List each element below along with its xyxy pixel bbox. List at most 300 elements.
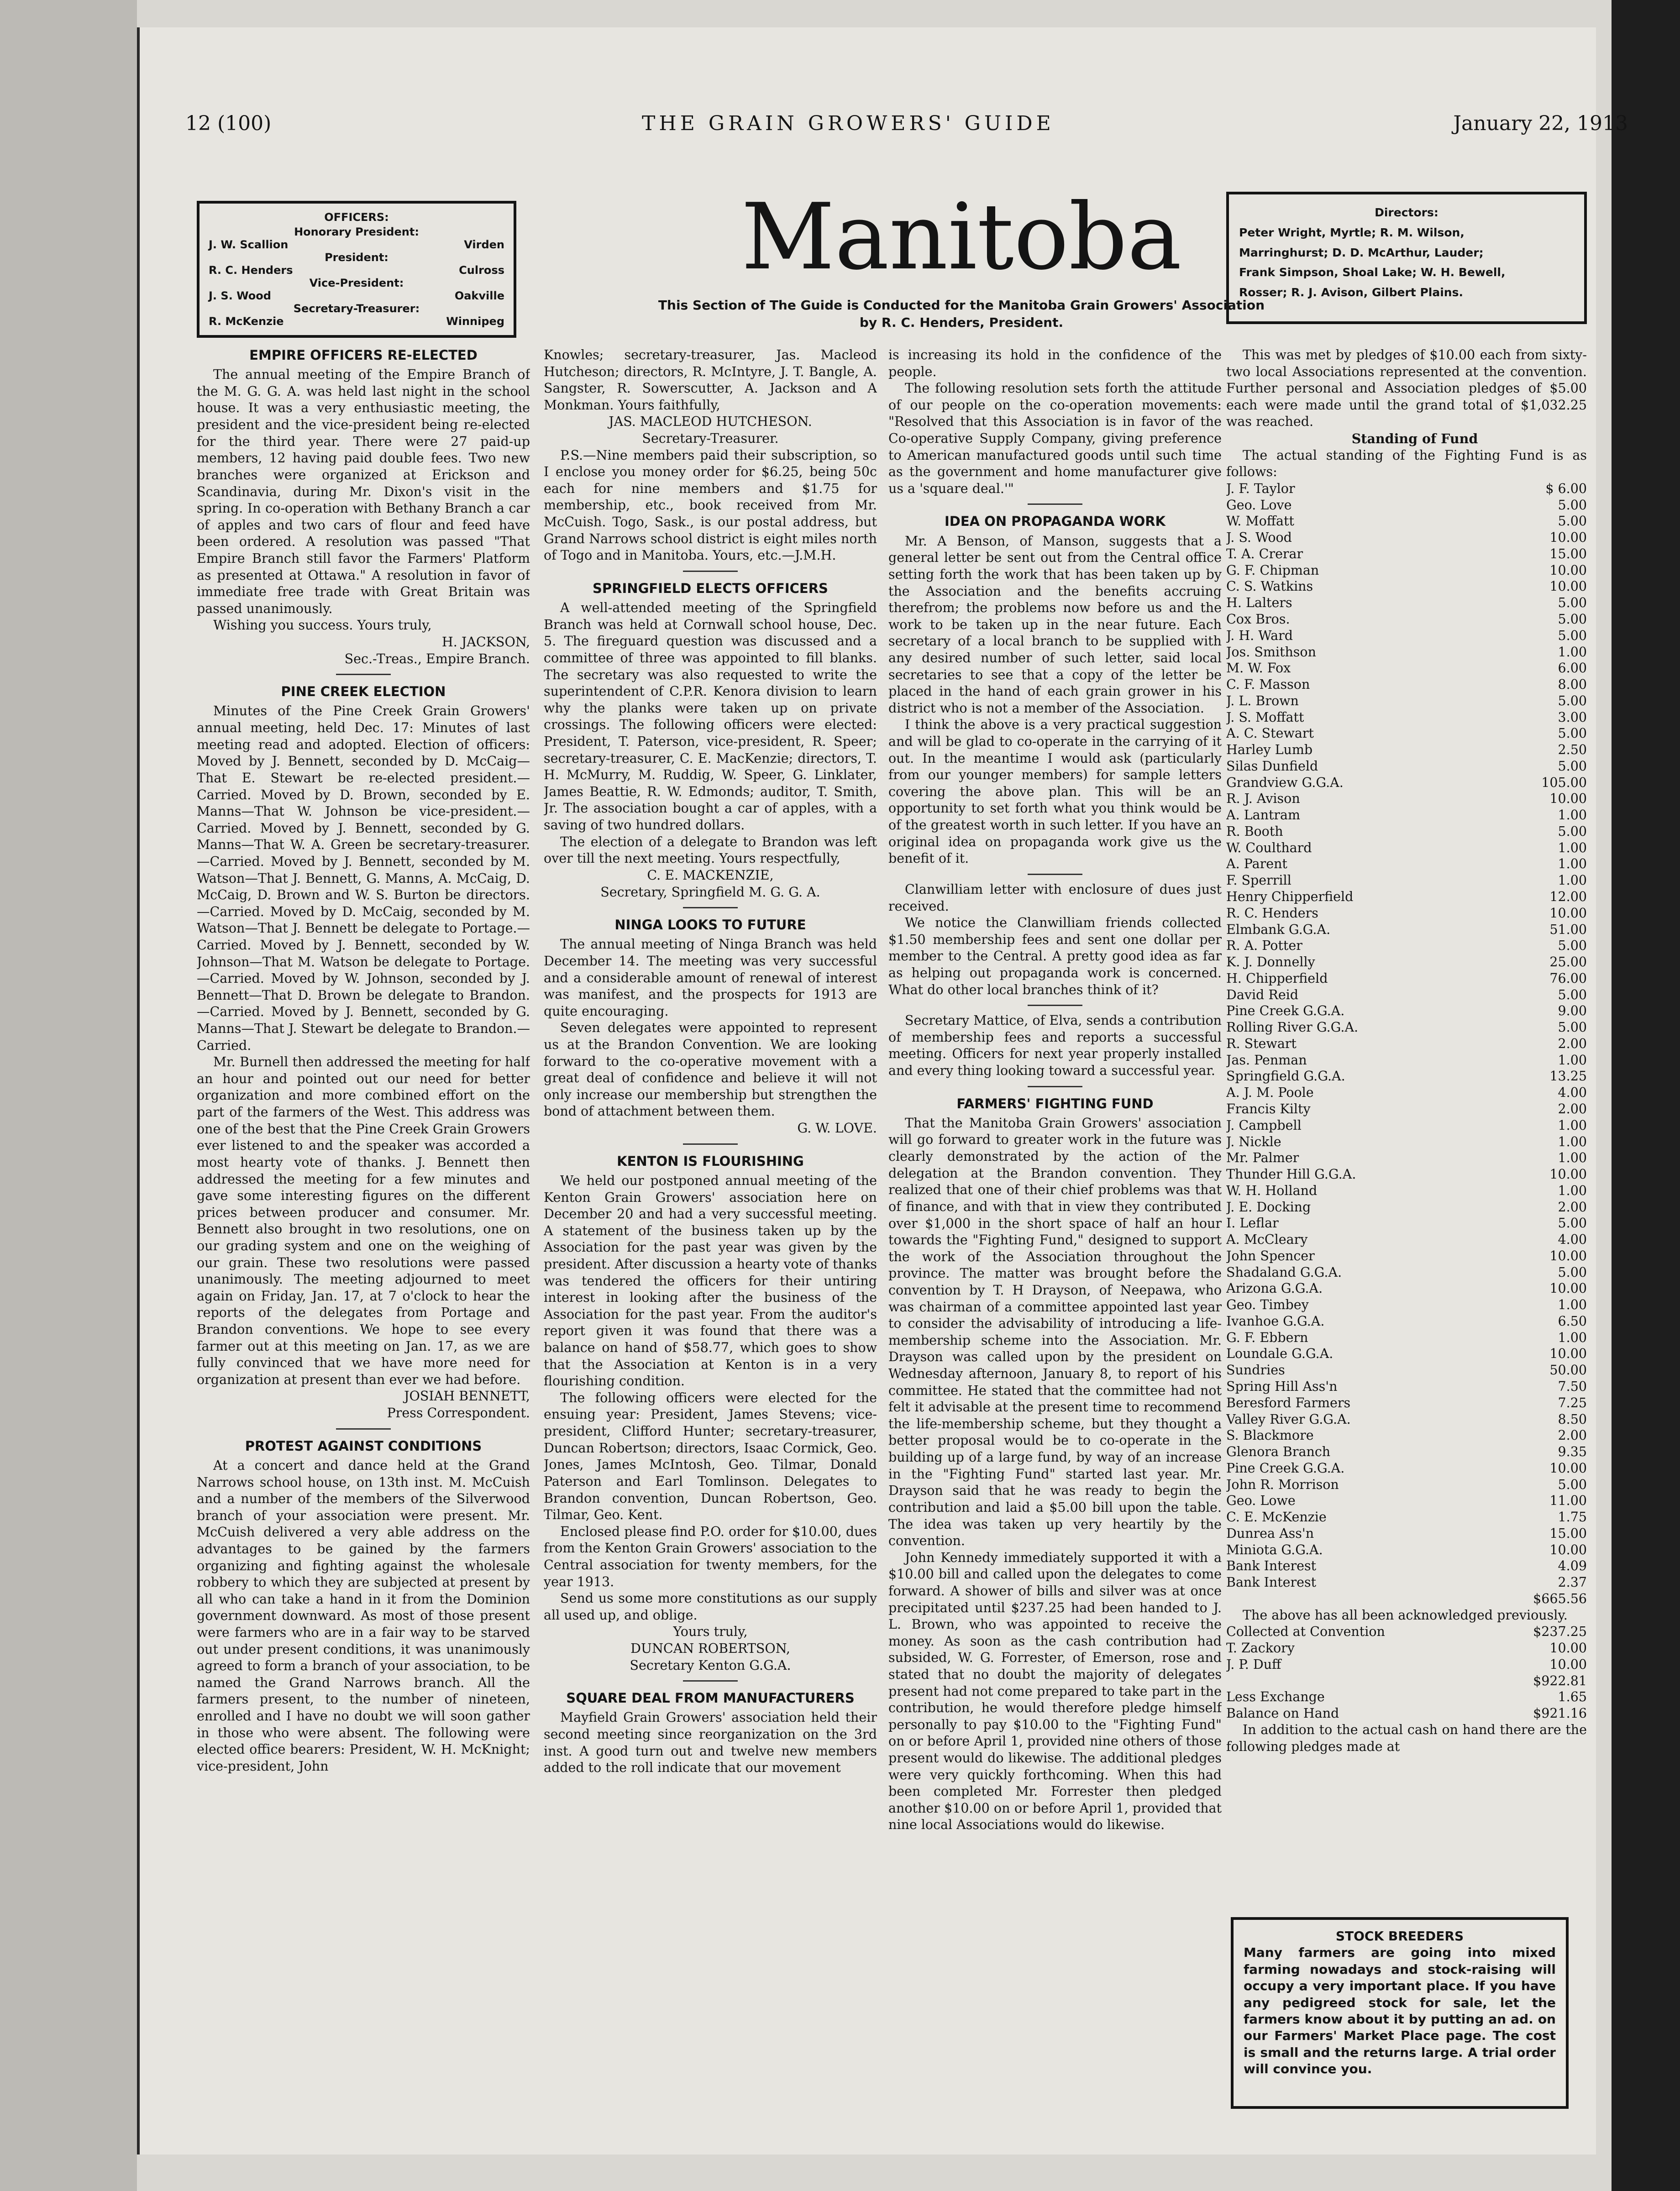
fund-amount: 1.00	[1558, 807, 1587, 823]
paragraph: The above has all been acknowledged previously.	[1243, 1607, 1568, 1623]
fund-amount: 5.00	[1558, 1264, 1587, 1280]
fund-row	[1226, 709, 1587, 726]
secretary-label: Secretary-Treasurer:	[293, 302, 420, 315]
directors-line: Frank Simpson, Shoal Lake; W. H. Bewell,	[1239, 266, 1506, 279]
paragraph: is increasing its hold in the confidence of the people.	[888, 347, 1222, 379]
fund-row	[1226, 513, 1587, 529]
fund-amount: 5.00	[1558, 1477, 1587, 1492]
fund-name: Elmbank G.G.A.	[1226, 922, 1331, 937]
fund-row	[1226, 807, 1587, 823]
officer-name: J. S. Wood	[209, 289, 271, 302]
fund-name: J. H. Ward	[1226, 628, 1293, 643]
fund-row	[1226, 1395, 1587, 1411]
fund-name: Geo. Timbey	[1226, 1297, 1309, 1313]
divider	[336, 1428, 391, 1430]
fund-amount: 5.00	[1558, 612, 1587, 627]
fund-name: W. Coulthard	[1226, 840, 1312, 855]
fund-amount: 10.00	[1549, 1346, 1587, 1362]
fund-name: Sundries	[1226, 1363, 1285, 1378]
fund-name: J. L. Brown	[1226, 693, 1299, 708]
fund-name: J. S. Moffatt	[1226, 709, 1304, 725]
fund-row	[1226, 938, 1587, 954]
fund-row	[1226, 922, 1587, 938]
fund-amount: 2.50	[1558, 742, 1587, 758]
fund-amount: 6.50	[1558, 1313, 1587, 1329]
scan-edge-right	[1612, 0, 1680, 2191]
fund-name: Silas Dunfield	[1226, 758, 1318, 774]
fund-amount: 4.00	[1558, 1085, 1587, 1101]
fund-name: Glenora Branch	[1226, 1444, 1331, 1460]
fund-amount: 2.00	[1558, 1101, 1587, 1116]
fund-row	[1226, 1036, 1587, 1052]
fund-amount: 76.00	[1549, 970, 1587, 986]
fund-name: Geo. Love	[1226, 497, 1292, 513]
fund-amount: 1.65	[1558, 1689, 1587, 1705]
divider	[683, 571, 738, 572]
fund-row	[1226, 1379, 1587, 1395]
fund-name: Loundale G.G.A.	[1226, 1346, 1334, 1362]
fund-row	[1226, 872, 1587, 889]
paragraph: John Kennedy immediately supported it with a $10.00 bill and called upon the delegates to come forward. A shower of bills and silver was at once precipitated until $237.25 had been handed to J. L. Brown, who was appointed to receive the money. As soon as the cash contribution had subsided, W. G. Forrester, of Emerson, rose and stated that no doubt the majority of delegates present had not come prepared to take part in the contribution, he would therefore pledge himself personally to pay $10.00 to the "Fighting Fund" on or before April 1, provided nine others of those present would do likewise. The additional pledges were very quickly forthcoming. When this had been completed Mr. Forrester then pledged another $10.00 on or before April 1, provided that nine local Associations would do likewise.	[888, 1550, 1222, 1833]
article-heading: KENTON IS FLOURISHING	[617, 1153, 804, 1169]
fund-name: Spring Hill Ass'n	[1226, 1379, 1338, 1394]
fund-name: Valley River G.G.A.	[1226, 1411, 1351, 1427]
fund-amount: 2.00	[1558, 1199, 1587, 1215]
fund-row	[1226, 1705, 1587, 1722]
masthead-note-line: by R. C. Henders, President.	[859, 314, 1064, 330]
fund-row	[1226, 644, 1587, 660]
fund-amount: $ 6.00	[1545, 481, 1587, 496]
fund-name: Mr. Palmer	[1226, 1150, 1299, 1166]
fund-amount: 25.00	[1549, 954, 1587, 970]
fund-name: Jas. Penman	[1226, 1052, 1307, 1068]
fund-amount: 2.00	[1558, 1036, 1587, 1051]
officers-heading: OFFICERS:	[324, 211, 389, 224]
page-number: 12 (100)	[185, 112, 272, 135]
divider	[1028, 1005, 1082, 1006]
fund-subtotal	[1226, 1673, 1587, 1689]
fund-name: Harley Lumb	[1226, 742, 1313, 758]
fund-amount: 9.35	[1558, 1444, 1587, 1460]
fund-row	[1226, 529, 1587, 546]
fund-row	[1226, 1199, 1587, 1216]
fund-amount: 12.00	[1549, 889, 1587, 905]
paragraph: The election of a delegate to Brandon was left over till the next meeting. Yours respectfully,	[544, 834, 877, 866]
fund-amount: 1.00	[1558, 644, 1587, 660]
fund-amount: 1.00	[1558, 1052, 1587, 1068]
fund-row	[1226, 775, 1587, 791]
fund-amount: 5.00	[1558, 758, 1587, 774]
article-heading: SPRINGFIELD ELECTS OFFICERS	[593, 580, 828, 596]
fund-row	[1226, 1477, 1587, 1493]
paragraph: P.S.—Nine members paid their subscription, so I enclose you money order for $6.25, being 50c each for nine members and $1.75 for membership, etc., book received from Mr. McCuish. Togo, Sask., is our postal address, but Grand Narrows school district is eight miles north of Togo and in Manitoba. Yours, etc.—J.M.H.	[544, 447, 877, 563]
column-1	[197, 347, 530, 2127]
fund-row	[1226, 840, 1587, 856]
fund-name: Bank Interest	[1226, 1558, 1317, 1574]
officer-name: R. McKenzie	[209, 315, 284, 328]
fund-name: I. Leflar	[1226, 1216, 1279, 1231]
fund-name: Bank Interest	[1226, 1575, 1317, 1590]
newspaper-page	[137, 27, 1628, 2154]
fund-amount: 9.00	[1558, 1003, 1587, 1019]
fund-row	[1226, 1542, 1587, 1558]
fund-row	[1226, 1313, 1587, 1330]
fund-amount: 8.00	[1558, 677, 1587, 692]
paragraph: Clanwilliam letter with enclosure of dues just received.	[888, 881, 1222, 914]
fund-name: W. H. Holland	[1226, 1183, 1318, 1198]
fund-name: W. Moffatt	[1226, 514, 1294, 529]
paragraph: I think the above is a very practical suggestion and will be glad to co-operate in the carrying of it out. In the meantime I would ask (particularly from our younger members) for sample letters covering the above plan. This will be an opportunity to set forth what you think would be of the greatest worth in such letter. If you have an original idea on propaganda work give us the benefit of it.	[888, 717, 1222, 866]
fund-amount: $237.25	[1533, 1624, 1587, 1640]
fund-row	[1226, 1134, 1587, 1150]
issue-date: January 22, 1913	[1453, 112, 1628, 135]
officers-box	[197, 201, 516, 338]
fund-amount: 50.00	[1549, 1363, 1587, 1378]
fund-row	[1226, 856, 1587, 872]
stock-breeders-box	[1231, 1917, 1569, 2109]
fund-name: A. McCleary	[1226, 1232, 1308, 1248]
article-heading: PINE CREEK ELECTION	[281, 684, 446, 700]
fund-name: J. E. Docking	[1226, 1199, 1311, 1215]
fund-amount: 5.00	[1558, 938, 1587, 954]
fund-row	[1226, 1460, 1587, 1477]
fund-amount: 4.09	[1558, 1558, 1587, 1574]
fund-name: Springfield G.G.A.	[1226, 1069, 1345, 1084]
officer-place: Winnipeg	[446, 315, 504, 328]
fund-row	[1226, 1215, 1587, 1232]
fund-row	[1226, 562, 1587, 579]
fund-name: R. C. Henders	[1226, 905, 1318, 921]
fund-amount: 10.00	[1549, 579, 1587, 594]
fund-list	[1226, 1624, 1587, 1672]
fund-name: Collected at Convention	[1226, 1624, 1385, 1640]
divider	[1028, 503, 1082, 505]
article-heading: FARMERS' FIGHTING FUND	[956, 1096, 1154, 1111]
fund-amount: 1.00	[1558, 1117, 1587, 1133]
fund-amount: 5.00	[1558, 514, 1587, 529]
fund-name: J. S. Wood	[1226, 530, 1292, 545]
fund-row	[1226, 1689, 1587, 1705]
fund-row	[1226, 693, 1587, 709]
fund-name: J. F. Taylor	[1226, 481, 1295, 496]
fund-name: R. Booth	[1226, 823, 1283, 839]
article-heading: PROTEST AGAINST CONDITIONS	[245, 1438, 482, 1454]
fund-amount: 15.00	[1549, 1525, 1587, 1541]
stock-text: Many farmers are going into mixed farming nowadays and stock-raising will occupy a very important place. If you have any pedigreed stock for sale, let the farmers know about it by putting an ad. on our Farmers' Market Place page. The cost is small and the returns large. A trial order will convince you.	[1244, 1945, 1556, 2077]
article-heading: SQUARE DEAL FROM MANUFACTURERS	[566, 1690, 855, 1706]
fund-name: C. S. Watkins	[1226, 579, 1313, 594]
fund-amount: 1.00	[1558, 1330, 1587, 1345]
signature-title: Secretary-Treasurer.	[642, 431, 779, 446]
divider	[336, 674, 391, 675]
fund-row	[1226, 1019, 1587, 1036]
fund-row	[1226, 1297, 1587, 1313]
fund-row	[1226, 1493, 1587, 1509]
fund-name: S. Blackmore	[1226, 1428, 1314, 1443]
paragraph: At a concert and dance held at the Grand Narrows school house, on 13th inst. M. McCuish and a number of the members of the Silverwood branch of your association were present. Mr. McCuish delivered a very able address on the advantages to be gained by the farmers organizing and fighting against the wholesale robbery to which they are subjected at present by all who can take a hand in it from the Dominion government downward. As most of those present were farmers who are in a fair way to be starved out under present conditions, it was unanimously agreed to form a branch of your association, to be named the Grand Narrows branch. All the farmers present, to the number of nineteen, enrolled and I have no doubt we will soon gather in those who were absent. The following were elected office bearers: President, W. H. McKnight; vice-president, John	[197, 1457, 530, 1774]
officer-row	[209, 289, 504, 302]
divider	[1028, 874, 1082, 875]
fund-name: John Spencer	[1226, 1248, 1315, 1263]
fund-name: David Reid	[1226, 987, 1299, 1002]
fund-name: R. J. Avison	[1226, 791, 1300, 807]
fund-name: Dunrea Ass'n	[1226, 1525, 1314, 1541]
paragraph: Mr. A Benson, of Manson, suggests that a general letter be sent out from the Central office setting forth the work that has been taken up by the Association and the benefits accruing therefrom; the problems now before us and the work to be taken up in the near future. Each secretary of a local branch to be supplied with any desired number of such letter, said local secretaries to see that a copy of the letter be placed in the hand of each grain grower in his district who is not a member of the Association.	[888, 533, 1222, 716]
fund-row	[1226, 791, 1587, 807]
fund-amount: 10.00	[1549, 1167, 1587, 1182]
fund-name: Miniota G.G.A.	[1226, 1542, 1323, 1557]
signature: JAS. MACLEOD HUTCHESON.	[609, 414, 812, 430]
fund-row	[1226, 1346, 1587, 1362]
paragraph: The annual meeting of the Empire Branch of the M. G. G. A. was held last night in the school house. It was a very enthusiastic meeting, the president and the vice-president being re-elected for the third year. There were 27 paid-up members, 12 having paid double fees. Two new branches were organized at Erickson and Scandinavia, during Mr. Dixon's visit in the spring. In co-operation with Bethany Branch a car of apples and two cars of flour and feed have been ordered. A resolution was passed "That Empire Branch still favor the Farmers' Platform as presented at Ottawa." A resolution in favor of immediate free trade with Great Britain was passed unanimously.	[197, 367, 530, 616]
signature-title: Secretary Kenton G.G.A.	[630, 1657, 791, 1673]
fund-row	[1226, 1264, 1587, 1281]
directors-line: Rosser; R. J. Avison, Gilbert Plains.	[1239, 286, 1463, 299]
divider	[683, 1143, 738, 1145]
fund-amount: 15.00	[1549, 546, 1587, 561]
fund-row	[1226, 1444, 1587, 1460]
fund-row	[1226, 889, 1587, 905]
paragraph: Minutes of the Pine Creek Grain Growers' annual meeting, held Dec. 17: Minutes of last meeting read and adopted. Election of officers: Moved by J. Bennett, seconded by D. McCaig—That E. Stewart be re-elected president.—Carried. Moved by D. Brown, seconded by E. Manns—That W. Johnson be vice-president.—Carried. Moved by J. Bennett, seconded by G. Manns—That W. A. Green be secretary-treasurer.—Carried. Moved by J. Bennett, seconded by M. Watson—That J. Bennett, G. Manns, A. McCaig, D. McCaig, D. Brown and W. S. Burton be directors.—Carried. Moved by D. McCaig, seconded by M. Watson—That J. Bennett be delegate to Portage.—Carried. Moved by J. Bennett, seconded by W. Johnson—That M. Watson be delegate to Portage.—Carried. Moved by W. Johnson, seconded by J. Bennett—That D. Brown be delegate to Brandon.—Carried. Moved by J. Bennett, seconded by G. Manns—That J. Stewart be delegate to Brandon.—Carried.	[197, 703, 530, 1053]
paragraph: Mr. Burnell then addressed the meeting for half an hour and pointed out our need for better organization and more combined effort on the part of the farmers of the West. This address was one of the best that the Pine Creek Grain Growers ever listened to and the speaker was accorded a most hearty vote of thanks. J. Bennett then addressed the meeting for a few minutes and gave some interesting figures on the different prices between producer and consumer. Mr. Bennett also brought in two resolutions, one on our grading system and one on the weighing of our grain. These two resolutions were passed unanimously. The meeting adjourned to meet again on Friday, Jan. 17, at 7 o'clock to hear the reports of the delegates from Portage and Brandon conventions. We hope to see every farmer out at this meeting on Jan. 17, as we are fully convinced that we have more need for organization at present than ever we had before.	[197, 1054, 530, 1387]
paragraph: That the Manitoba Grain Growers' association will go forward to greater work in the future was clearly demonstrated by the action of the delegation at the Brandon convention. They realized that one of their chief problems was that of finance, and with that in view they contributed over $1,000 in the short space of half an hour towards the "Fighting Fund," designed to support the work of the Association throughout the province. The matter was brought before the convention by T. H Drayson, of Neepawa, who was chairman of a committee appointed last year to consider the advisability of introducing a life-membership scheme into the Association. Mr. Drayson was called upon by the president on Wednesday afternoon, January 8, to report of his committee. He stated that the committee had not felt it advisable at the present time to recommend the life-membership scheme, but they thought a better proposal would be to co-operate in the building up of a large fund, by way of an increase in the "Fighting Fund" started last year. Mr. Drayson said that he was ready to begin the contribution and laid a $5.00 bill upon the table. The idea was taken up very heartily by the convention.	[888, 1115, 1222, 1549]
fund-name: Less Exchange	[1226, 1689, 1325, 1705]
fund-name: Geo. Lowe	[1226, 1493, 1296, 1509]
fund-name: C. F. Masson	[1226, 677, 1310, 692]
officer-name: R. C. Henders	[209, 264, 293, 277]
fund-row	[1226, 987, 1587, 1003]
fund-row	[1226, 742, 1587, 758]
officer-place: Oakville	[454, 289, 504, 302]
fund-amount: 1.00	[1558, 1183, 1587, 1198]
fund-name: Beresford Farmers	[1226, 1395, 1351, 1410]
fund-row	[1226, 578, 1587, 595]
signature: DUNCAN ROBERTSON,	[630, 1641, 790, 1656]
paragraph: The annual meeting of Ninga Branch was held December 14. The meeting was very successful and a considerable amount of renewal of interest was manifest, and the prospects for 1913 are quite encouraging.	[544, 937, 877, 1019]
fund-amount: 11.00	[1549, 1493, 1587, 1509]
fund-name: J. Nickle	[1226, 1134, 1281, 1149]
paragraph: In addition to the actual cash on hand there are the following pledges made at	[1226, 1722, 1587, 1754]
fund-row	[1226, 497, 1587, 514]
fund-amount: 5.00	[1558, 1020, 1587, 1035]
fund-amount: 2.37	[1558, 1575, 1587, 1590]
fund-amount: 51.00	[1549, 922, 1587, 937]
fund-row	[1226, 1411, 1587, 1428]
fund-name: R. A. Potter	[1226, 938, 1302, 954]
fund-row	[1226, 1280, 1587, 1297]
fund-name: K. J. Donnelly	[1226, 954, 1315, 970]
fund-name: Pine Creek G.G.A.	[1226, 1460, 1345, 1476]
fund-amount: 10.00	[1549, 562, 1587, 578]
fund-amount: 6.00	[1558, 660, 1587, 676]
paragraph: The following resolution sets forth the attitude of our people on the co-operation movements: "Resolved that this Association is in favor of the Co-operative Supply Company, giving preference to American manufactured goods until such time as the government and home manufacturer give us a 'square deal.'"	[888, 381, 1222, 496]
article-heading: NINGA LOOKS TO FUTURE	[614, 917, 806, 933]
fund-heading: Standing of Fund	[1351, 431, 1478, 447]
fund-name: Shadaland G.G.A.	[1226, 1264, 1342, 1280]
fund-name: Thunder Hill G.G.A.	[1226, 1167, 1356, 1182]
vice-president-label: Vice-President:	[309, 277, 404, 289]
officer-row	[209, 264, 504, 277]
fund-row	[1226, 1003, 1587, 1019]
fund-row	[1226, 1330, 1587, 1346]
fund-amount: 5.00	[1558, 628, 1587, 643]
publication-name: THE GRAIN GROWERS' GUIDE	[642, 112, 1055, 135]
fund-amount: 13.25	[1549, 1069, 1587, 1084]
fund-row	[1226, 1624, 1587, 1640]
fund-row	[1226, 1558, 1587, 1574]
fund-name: John R. Morrison	[1226, 1477, 1339, 1492]
fund-row	[1226, 1362, 1587, 1379]
fund-name: Henry Chipperfield	[1226, 889, 1354, 905]
fund-name: G. F. Ebbern	[1226, 1330, 1308, 1345]
fund-amount: 10.00	[1549, 530, 1587, 545]
fund-amount: 1.00	[1558, 1134, 1587, 1149]
column-2	[544, 347, 877, 2127]
signature: JOSIAH BENNETT,	[404, 1389, 530, 1404]
fund-amount: 4.00	[1558, 1232, 1587, 1248]
fund-row	[1226, 954, 1587, 970]
scan-edge-left	[0, 0, 137, 2191]
fund-row	[1226, 725, 1587, 742]
fund-amount: 5.00	[1558, 595, 1587, 611]
fund-name: C. E. McKenzie	[1226, 1510, 1327, 1525]
fund-row	[1226, 1248, 1587, 1264]
officer-place: Culross	[459, 264, 504, 277]
signature-title: Press Correspondent.	[387, 1405, 530, 1421]
fund-row	[1226, 1068, 1587, 1085]
president-label: President:	[325, 251, 388, 264]
officer-row	[209, 238, 504, 251]
closing: Yours truly,	[673, 1624, 748, 1640]
divider	[683, 1680, 738, 1682]
fund-name: Cox Bros.	[1226, 612, 1290, 627]
fund-row	[1226, 595, 1587, 611]
fund-amount: 5.00	[1558, 823, 1587, 839]
fund-row	[1226, 481, 1587, 497]
fund-name: Ivanhoe G.G.A.	[1226, 1313, 1325, 1329]
column-4	[1226, 347, 1587, 2127]
directors-heading: Directors:	[1375, 206, 1438, 219]
fund-name: T. A. Crerar	[1226, 546, 1303, 561]
paragraph: Secretary Mattice, of Elva, sends a contribution of membership fees and reports a successful meeting. Officers for next year properly installed and every thing looking toward a successful year.	[888, 1013, 1222, 1079]
fund-amount: 10.00	[1549, 905, 1587, 921]
paragraph: The following officers were elected for the ensuing year: President, James Stevens; vice-president, Clifford Hunter; secretary-treasurer, Duncan Robertson; directors, Isaac Cormick, Geo. Jones, James McIntosh, Geo. Tilmar, Donald Paterson and Earl Tomlinson. Delegates to Brandon convention, Duncan Robertson, Geo. Tilmar, Geo. Kent.	[544, 1390, 877, 1523]
fund-name: R. Stewart	[1226, 1036, 1297, 1051]
fund-amount: 10.00	[1549, 1248, 1587, 1263]
fund-name: H. Lalters	[1226, 595, 1292, 611]
masthead-note	[642, 297, 1281, 331]
fund-amount: 5.00	[1558, 693, 1587, 708]
fund-row	[1226, 1183, 1587, 1199]
signature: G. W. LOVE.	[797, 1121, 877, 1136]
fund-amount: $665.56	[1533, 1591, 1587, 1606]
fund-row	[1226, 1052, 1587, 1069]
fund-row	[1226, 611, 1587, 628]
fund-amount: 7.50	[1558, 1379, 1587, 1394]
fund-name: J. P. Duff	[1226, 1656, 1281, 1672]
fund-amount: 1.00	[1558, 1297, 1587, 1313]
paragraph: Send us some more constitutions as our supply all used up, and oblige.	[544, 1591, 877, 1623]
signature-title: Secretary, Springfield M. G. G. A.	[600, 884, 820, 900]
masthead-note-line: This Section of The Guide is Conducted for the Manitoba Grain Growers' Association	[658, 298, 1265, 313]
fund-row	[1226, 660, 1587, 676]
fund-row	[1226, 1574, 1587, 1591]
fund-amount: 3.00	[1558, 709, 1587, 725]
fund-name: A. Parent	[1226, 856, 1287, 872]
fund-amount: 1.00	[1558, 840, 1587, 855]
fund-amount: 7.25	[1558, 1395, 1587, 1410]
fund-amount: 5.00	[1558, 726, 1587, 741]
fund-row	[1226, 1101, 1587, 1117]
fund-row	[1226, 1509, 1587, 1525]
fund-amount: 8.50	[1558, 1411, 1587, 1427]
fund-row	[1226, 676, 1587, 693]
fund-name: Pine Creek G.G.A.	[1226, 1003, 1345, 1019]
fund-amount: 10.00	[1549, 1281, 1587, 1296]
fund-amount: 10.00	[1549, 791, 1587, 807]
fund-amount: 5.00	[1558, 987, 1587, 1002]
fund-amount: 2.00	[1558, 1428, 1587, 1443]
paragraph: Knowles; secretary-treasurer, Jas. Macleod Hutcheson; directors, R. McIntyre, J. T. Bangle, A. Sangster, R. Sowerscutter, A. Jackson and A Monkman. Yours faithfully,	[544, 347, 877, 413]
fund-amount: $922.81	[1533, 1673, 1587, 1688]
masthead-title: Manitoba	[741, 184, 1182, 290]
fund-amount: 10.00	[1549, 1641, 1587, 1656]
fund-name: Jos. Smithson	[1226, 644, 1316, 660]
paragraph: We notice the Clanwilliam friends collected $1.50 membership fees and sent one dollar per member to the Central. A pretty good idea as far as helping out propaganda work is concerned. What do other local branches think of it?	[888, 915, 1222, 997]
fund-row	[1226, 905, 1587, 922]
fund-row	[1226, 823, 1587, 840]
directors-line: Marringhurst; D. D. McArthur, Lauder;	[1239, 246, 1484, 259]
divider	[1028, 1086, 1082, 1087]
fund-subtotal	[1226, 1591, 1587, 1607]
fund-name: G. F. Chipman	[1226, 562, 1319, 578]
signature-title: Sec.-Treas., Empire Branch.	[344, 651, 530, 666]
fund-name: A. C. Stewart	[1226, 726, 1314, 741]
fund-row	[1226, 1640, 1587, 1656]
paragraph: A well-attended meeting of the Springfield Branch was held at Cornwall school house, Dec. 5. The fireguard question was discussed and a committee of three was appointed to fill blanks. The secretary was also requested to write the superintendent of C.P.R. Kenora division to learn why the planks were taken up on private crossings. The following officers were elected: President, T. Paterson, vice-president, R. Speer; secretary-treasurer, C. E. MacKenzie; directors, T. H. McMurry, M. Ruddig, W. Speer, G. Linklater, James Beattie, R. W. Edmonds; auditor, T. Smith, Jr. The association bought a car of apples, with a saving of two hundred dollars.	[544, 600, 877, 833]
paragraph: Mayfield Grain Growers' association held their second meeting since reorganization on the 3rd inst. A good turn out and twelve new members added to the roll indicate that our movement	[544, 1710, 877, 1776]
fund-name: H. Chipperfield	[1226, 970, 1328, 986]
article-heading: IDEA ON PROPAGANDA WORK	[944, 514, 1166, 529]
fund-name: Arizona G.G.A.	[1226, 1281, 1323, 1296]
fund-amount: 105.00	[1541, 775, 1587, 790]
hon-president-label: Honorary President:	[294, 225, 419, 238]
fund-amount: 10.00	[1549, 1460, 1587, 1476]
fund-row	[1226, 628, 1587, 644]
paragraph: We held our postponed annual meeting of the Kenton Grain Growers' association here on December 20 and had a very successful meeting. A statement of the business taken up by the Association for the past year was given by the president. After discussion a hearty vote of thanks was tendered the officers for their untiring interest in looking after the business of the Association for the past year. From the auditor's report given it was found that there was a balance on hand of $58.77, which goes to show that the Association at Kenton is in a very flourishing condition.	[544, 1173, 877, 1389]
fund-amount: 1.00	[1558, 873, 1587, 888]
fund-name: Rolling River G.G.A.	[1226, 1020, 1359, 1035]
fund-row	[1226, 1150, 1587, 1166]
paragraph: Seven delegates were appointed to represent us at the Brandon Convention. We are looking forward to the co-operative movement with a great deal of confidence and believe it will not only increase our membership but strengthen the bond of attachment between them.	[544, 1020, 877, 1119]
paragraph: Enclosed please find P.O. order for $10.00, dues from the Kenton Grain Growers' association to the Central association for twenty members, for the year 1913.	[544, 1524, 877, 1589]
fund-row	[1226, 1525, 1587, 1542]
column-3	[888, 347, 1222, 2127]
fund-amount: $921.16	[1533, 1706, 1587, 1721]
fund-row	[1226, 1427, 1587, 1444]
fund-amount: 1.00	[1558, 1150, 1587, 1166]
stock-heading: STOCK BREEDERS	[1335, 1929, 1464, 1944]
fund-row	[1226, 1166, 1587, 1183]
fund-name: F. Sperrill	[1226, 873, 1292, 888]
paragraph: Wishing you success. Yours truly,	[213, 618, 432, 633]
fund-amount: 1.00	[1558, 856, 1587, 872]
fund-name: A. Lantram	[1226, 807, 1301, 823]
officer-name: J. W. Scallion	[209, 238, 289, 251]
running-head	[185, 112, 1628, 139]
fund-row	[1226, 1117, 1587, 1134]
fund-row	[1226, 970, 1587, 987]
